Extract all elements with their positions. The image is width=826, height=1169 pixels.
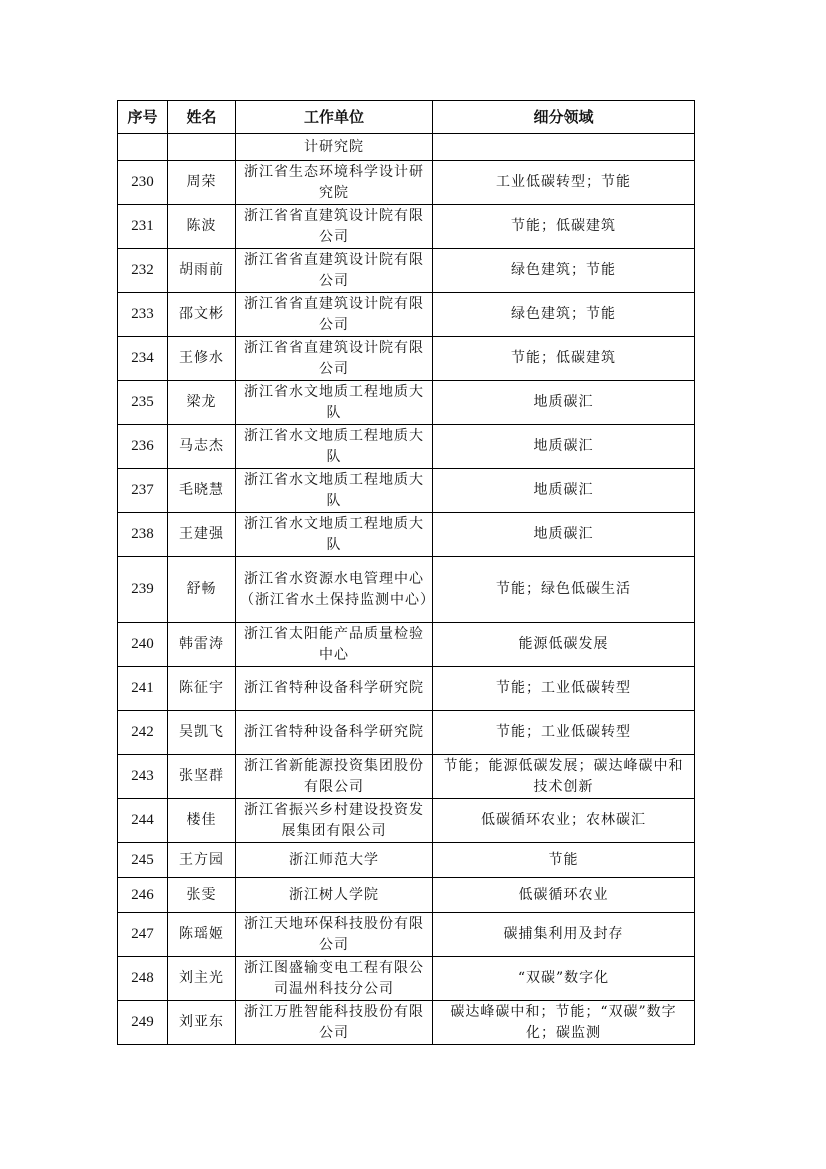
- table-row: [118, 205, 695, 249]
- field-cell: 地质碳汇: [433, 469, 695, 513]
- field-cell: 节能；工业低碳转型: [433, 711, 695, 755]
- table-row: [118, 557, 695, 623]
- table-row: [118, 293, 695, 337]
- field-cell: 能源低碳发展: [433, 623, 695, 667]
- unit-cell: 浙江省生态环境科学设计研究院: [236, 161, 433, 205]
- table-row: [118, 843, 695, 878]
- seq-cell: 241: [118, 667, 168, 711]
- unit-cell: 浙江树人学院: [236, 878, 433, 913]
- seq-cell: 247: [118, 913, 168, 957]
- field-cell: 碳达峰碳中和；节能；“双碳”数字化；碳监测: [433, 1001, 695, 1045]
- table-row: [118, 711, 695, 755]
- seq-cell: 248: [118, 957, 168, 1001]
- name-cell: 陈瑶姬: [168, 913, 236, 957]
- field-cell: 绿色建筑；节能: [433, 249, 695, 293]
- unit-cell: 浙江省省直建筑设计院有限公司: [236, 205, 433, 249]
- unit-cell: 浙江省水文地质工程地质大队: [236, 425, 433, 469]
- name-cell: 刘亚东: [168, 1001, 236, 1045]
- seq-cell: 236: [118, 425, 168, 469]
- unit-cell: 浙江省省直建筑设计院有限公司: [236, 337, 433, 381]
- name-cell: 陈波: [168, 205, 236, 249]
- field-cell: [433, 134, 695, 161]
- seq-cell: 246: [118, 878, 168, 913]
- name-cell: 吴凯飞: [168, 711, 236, 755]
- unit-cell: 浙江省省直建筑设计院有限公司: [236, 249, 433, 293]
- name-cell: 舒畅: [168, 557, 236, 623]
- unit-cell: 浙江省特种设备科学研究院: [236, 711, 433, 755]
- name-cell: 梁龙: [168, 381, 236, 425]
- unit-cell: 浙江省水文地质工程地质大队: [236, 469, 433, 513]
- table-row: [118, 337, 695, 381]
- name-cell: 周荣: [168, 161, 236, 205]
- field-cell: 地质碳汇: [433, 513, 695, 557]
- seq-cell: 244: [118, 799, 168, 843]
- name-cell: 刘主光: [168, 957, 236, 1001]
- table-row: [118, 799, 695, 843]
- unit-cell: 浙江天地环保科技股份有限公司: [236, 913, 433, 957]
- name-cell: 楼佳: [168, 799, 236, 843]
- seq-cell: 245: [118, 843, 168, 878]
- field-cell: 绿色建筑；节能: [433, 293, 695, 337]
- table-row: [118, 134, 695, 161]
- name-cell: 毛晓慧: [168, 469, 236, 513]
- expert-table: [117, 100, 695, 1045]
- header-field: 细分领域: [433, 101, 695, 134]
- field-cell: 节能: [433, 843, 695, 878]
- table-row: [118, 755, 695, 799]
- unit-cell: 浙江省振兴乡村建设投资发展集团有限公司: [236, 799, 433, 843]
- header-name: 姓名: [168, 101, 236, 134]
- field-cell: 地质碳汇: [433, 381, 695, 425]
- table-row: [118, 381, 695, 425]
- unit-cell: 浙江省新能源投资集团股份有限公司: [236, 755, 433, 799]
- table-row: [118, 161, 695, 205]
- seq-cell: 231: [118, 205, 168, 249]
- unit-cell: 浙江省特种设备科学研究院: [236, 667, 433, 711]
- table-row: [118, 425, 695, 469]
- table-row: [118, 623, 695, 667]
- name-cell: [168, 134, 236, 161]
- seq-cell: 234: [118, 337, 168, 381]
- field-cell: 节能；绿色低碳生活: [433, 557, 695, 623]
- seq-cell: 235: [118, 381, 168, 425]
- name-cell: 张雯: [168, 878, 236, 913]
- name-cell: 马志杰: [168, 425, 236, 469]
- unit-cell: 浙江省水文地质工程地质大队: [236, 381, 433, 425]
- field-cell: 低碳循环农业；农林碳汇: [433, 799, 695, 843]
- field-cell: 节能；工业低碳转型: [433, 667, 695, 711]
- field-cell: 低碳循环农业: [433, 878, 695, 913]
- seq-cell: [118, 134, 168, 161]
- header-seq: 序号: [118, 101, 168, 134]
- seq-cell: 237: [118, 469, 168, 513]
- table-row: [118, 513, 695, 557]
- unit-cell: 浙江省水文地质工程地质大队: [236, 513, 433, 557]
- name-cell: 张坚群: [168, 755, 236, 799]
- seq-cell: 232: [118, 249, 168, 293]
- field-cell: 地质碳汇: [433, 425, 695, 469]
- seq-cell: 243: [118, 755, 168, 799]
- name-cell: 王建强: [168, 513, 236, 557]
- unit-cell: 浙江省省直建筑设计院有限公司: [236, 293, 433, 337]
- name-cell: 韩雷涛: [168, 623, 236, 667]
- table-row: [118, 469, 695, 513]
- unit-cell: 浙江省水资源水电管理中心（浙江省水土保持监测中心）: [236, 557, 433, 623]
- table-row: [118, 1001, 695, 1045]
- table-row: [118, 913, 695, 957]
- name-cell: 邵文彬: [168, 293, 236, 337]
- name-cell: 王修水: [168, 337, 236, 381]
- field-cell: 碳捕集利用及封存: [433, 913, 695, 957]
- name-cell: 陈征宇: [168, 667, 236, 711]
- unit-cell: 浙江万胜智能科技股份有限公司: [236, 1001, 433, 1045]
- field-cell: 工业低碳转型；节能: [433, 161, 695, 205]
- seq-cell: 240: [118, 623, 168, 667]
- seq-cell: 230: [118, 161, 168, 205]
- table-header-row: [118, 101, 695, 134]
- table-row: [118, 957, 695, 1001]
- seq-cell: 239: [118, 557, 168, 623]
- seq-cell: 233: [118, 293, 168, 337]
- name-cell: 王方园: [168, 843, 236, 878]
- field-cell: 节能；能源低碳发展；碳达峰碳中和技术创新: [433, 755, 695, 799]
- table-row: [118, 667, 695, 711]
- unit-cell: 浙江省太阳能产品质量检验中心: [236, 623, 433, 667]
- field-cell: “双碳”数字化: [433, 957, 695, 1001]
- header-unit: 工作单位: [236, 101, 433, 134]
- seq-cell: 249: [118, 1001, 168, 1045]
- name-cell: 胡雨前: [168, 249, 236, 293]
- unit-cell: 浙江图盛输变电工程有限公司温州科技分公司: [236, 957, 433, 1001]
- field-cell: 节能；低碳建筑: [433, 337, 695, 381]
- seq-cell: 238: [118, 513, 168, 557]
- field-cell: 节能；低碳建筑: [433, 205, 695, 249]
- seq-cell: 242: [118, 711, 168, 755]
- table-row: [118, 878, 695, 913]
- unit-cell: 计研究院: [236, 134, 433, 161]
- unit-cell: 浙江师范大学: [236, 843, 433, 878]
- table-row: [118, 249, 695, 293]
